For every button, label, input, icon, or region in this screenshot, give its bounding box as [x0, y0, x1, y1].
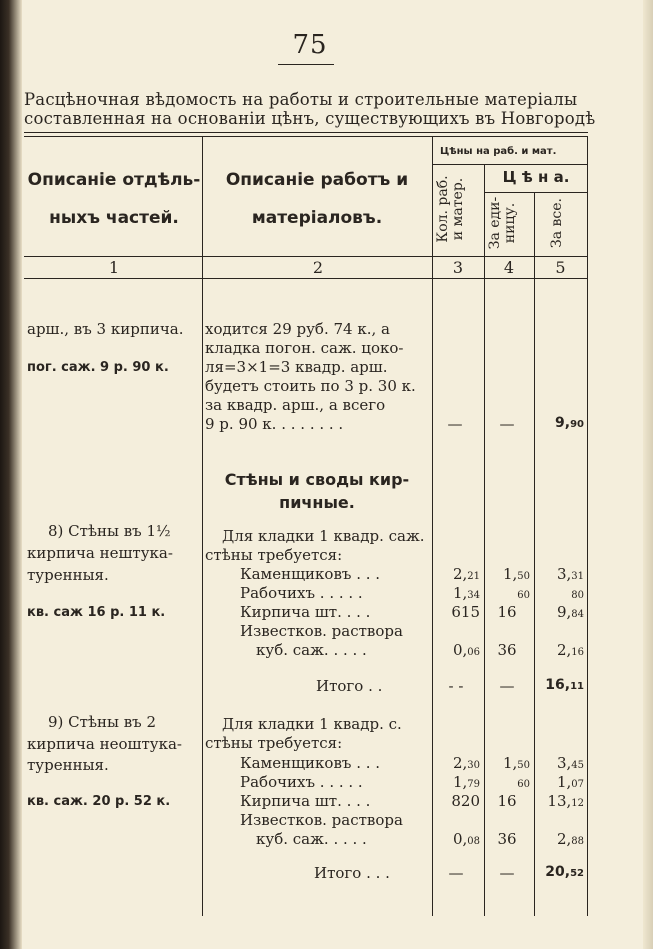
col-divider-1 — [202, 136, 203, 916]
page-number-underline — [278, 64, 334, 65]
col-number-3: 3 — [452, 258, 464, 277]
column-number-rule — [24, 278, 588, 279]
col-number-5: 5 — [555, 258, 566, 277]
title-line-1: Расцѣночная вѣдомость на работы и строительные матеріалы — [24, 90, 578, 109]
block8-total: 16,11 — [545, 677, 584, 693]
block0-left-price: пог. саж. 9 р. 90 к. — [27, 360, 169, 375]
col5-header: За все. — [549, 198, 565, 248]
block0-total: 9,90 — [555, 415, 584, 431]
price-subheader: Ц ѣ н а. — [502, 168, 570, 186]
header-bottom-rule — [24, 256, 588, 257]
block9-total: 20,52 — [545, 864, 584, 880]
book-spine-shadow — [0, 0, 22, 949]
block9-total-unit: — — [499, 864, 515, 882]
block0-unit: — — [499, 415, 515, 433]
col-number-2: 2 — [312, 258, 324, 277]
col1-header-line1: Описаніе отдѣль- — [27, 170, 201, 190]
section-title: Стѣны и своды кир- пичные. — [224, 470, 410, 512]
col3-header: Кол. раб. и матер. — [435, 175, 466, 243]
col2-header-line2: матеріаловъ. — [251, 208, 383, 228]
block8-total-label: Итого . . — [316, 677, 383, 695]
block8-intro-2: стѣны требуется: — [205, 546, 343, 564]
col4-header: За еди- ницу. — [487, 196, 518, 250]
price-subheader-rule — [484, 192, 588, 193]
block8-left-price: кв. саж 16 р. 11 к. — [27, 605, 166, 620]
table-top-rule-inner — [24, 136, 588, 137]
table-top-rule — [24, 132, 588, 133]
block8-total-unit: — — [499, 677, 515, 695]
block8-intro-1: Для кладки 1 квадр. саж. — [222, 527, 425, 545]
prices-header-rule — [432, 164, 588, 165]
prices-header: Цѣны на раб. и мат. — [440, 146, 557, 157]
block8-total-qty: - - — [448, 677, 464, 695]
page-edge — [643, 0, 653, 949]
block9-intro-1: Для кладки 1 квадр. с. — [222, 715, 402, 733]
page-number: 75 — [292, 30, 328, 60]
block9-intro-2: стѣны требуется: — [205, 734, 343, 752]
block9-left-price: кв. саж. 20 р. 52 к. — [27, 794, 171, 809]
col-number-1: 1 — [108, 258, 120, 277]
block0-qty: — — [447, 415, 463, 433]
block9-total-label: Итого . . . — [314, 864, 390, 882]
col-number-4: 4 — [503, 258, 515, 277]
title-line-2: составленная на основаніи цѣнъ, существующихъ въ Новгородѣ — [24, 109, 596, 128]
col1-header-line2: ныхъ частей. — [49, 208, 179, 228]
col2-header-line1: Описаніе работъ и — [225, 170, 409, 190]
block0-left-text: арш., въ 3 кирпича. — [27, 320, 184, 338]
block9-total-qty: — — [448, 864, 464, 882]
col-divider-right — [587, 136, 588, 916]
